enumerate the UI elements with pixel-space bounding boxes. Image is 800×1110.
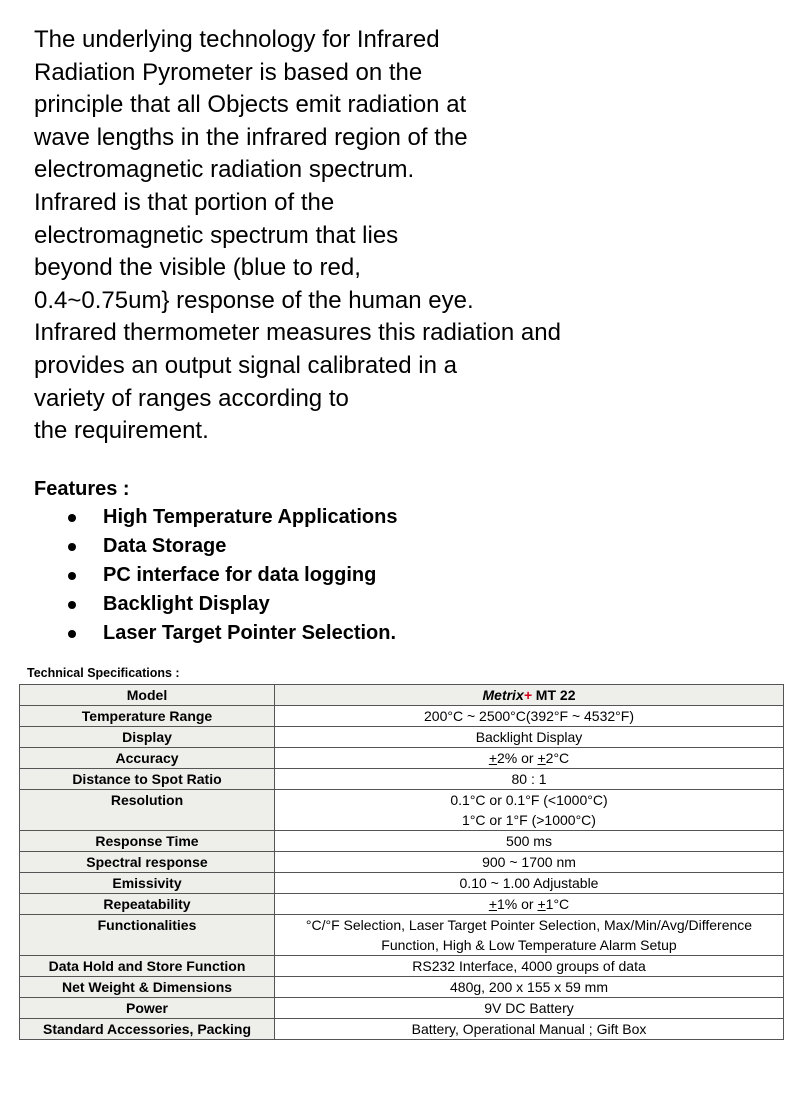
intro-paragraph bbox=[34, 24, 754, 448]
param-cell: Display bbox=[20, 727, 275, 748]
value-cell: RS232 Interface, 4000 groups of data bbox=[275, 956, 784, 977]
feature-label: High Temperature Applications bbox=[103, 506, 398, 528]
specs-heading: Technical Specifications : bbox=[27, 666, 180, 680]
value-cell: 200°C ~ 2500°C(392°F ~ 4532°F) bbox=[275, 706, 784, 727]
value-text: 1% or bbox=[497, 896, 538, 912]
param-cell: Data Hold and Store Function bbox=[20, 956, 275, 977]
intro-line: the requirement. bbox=[34, 417, 209, 445]
value-cell: Battery, Operational Manual ; Gift Box bbox=[275, 1019, 784, 1040]
brand-name: Metrix bbox=[482, 687, 524, 703]
plus-minus-sign: + bbox=[488, 896, 498, 912]
model-name: MT 22 bbox=[531, 687, 576, 703]
param-cell: Resolution bbox=[20, 790, 275, 831]
table-row bbox=[20, 852, 784, 873]
param-cell: Temperature Range bbox=[20, 706, 275, 727]
intro-line: beyond the visible (blue to red, bbox=[34, 254, 361, 282]
table-row bbox=[20, 977, 784, 998]
intro-line: The underlying technology for Infrared bbox=[34, 26, 440, 53]
value-cell: 80 : 1 bbox=[275, 769, 784, 790]
bullet-icon bbox=[68, 572, 76, 580]
feature-item bbox=[66, 532, 397, 561]
param-cell: Repeatability bbox=[20, 894, 275, 915]
bullet-icon bbox=[68, 601, 76, 609]
table-row bbox=[20, 790, 784, 831]
table-row bbox=[20, 727, 784, 748]
brand-plus: + bbox=[523, 687, 532, 703]
table-row bbox=[20, 915, 784, 956]
param-cell: Model bbox=[20, 685, 275, 706]
value-line: Function, High & Low Temperature Alarm Setup bbox=[381, 937, 677, 953]
value-text: 1°C bbox=[545, 896, 570, 912]
value-text: 2% or bbox=[497, 750, 538, 766]
intro-line: electromagnetic radiation spectrum. bbox=[34, 156, 415, 184]
feature-label: Backlight Display bbox=[103, 593, 270, 615]
feature-item bbox=[66, 619, 397, 648]
feature-label: Laser Target Pointer Selection. bbox=[103, 622, 397, 644]
value-line: 0.1°C or 0.1°F (<1000°C) bbox=[450, 792, 608, 808]
bullet-icon bbox=[68, 630, 76, 638]
intro-line: variety of ranges according to bbox=[34, 384, 349, 412]
value-text: 2°C bbox=[545, 750, 570, 766]
table-row bbox=[20, 998, 784, 1019]
table-row bbox=[20, 748, 784, 769]
features-list bbox=[66, 503, 397, 648]
bullet-icon bbox=[68, 543, 76, 551]
table-row bbox=[20, 831, 784, 852]
table-row bbox=[20, 1019, 784, 1040]
intro-line: principle that all Objects emit radiation at bbox=[34, 91, 467, 119]
feature-item bbox=[66, 503, 397, 532]
table-row bbox=[20, 706, 784, 727]
intro-line: electromagnetic spectrum that lies bbox=[34, 221, 399, 249]
plus-minus-sign: + bbox=[537, 896, 546, 912]
intro-line: Infrared thermometer measures this radiation and bbox=[34, 319, 561, 347]
param-cell: Distance to Spot Ratio bbox=[20, 769, 275, 790]
value-cell bbox=[275, 790, 784, 831]
feature-item bbox=[66, 561, 397, 590]
table-row bbox=[20, 894, 784, 915]
value-cell: 0.10 ~ 1.00 Adjustable bbox=[275, 873, 784, 894]
plus-minus-sign: + bbox=[488, 750, 498, 766]
param-cell: Standard Accessories, Packing bbox=[20, 1019, 275, 1040]
value-cell: Backlight Display bbox=[275, 727, 784, 748]
value-line: °C/°F Selection, Laser Target Pointer Selection, Max/Min/Avg/Difference bbox=[305, 917, 753, 933]
feature-label: Data Storage bbox=[103, 535, 227, 557]
param-cell: Net Weight & Dimensions bbox=[20, 977, 275, 998]
param-cell: Emissivity bbox=[20, 873, 275, 894]
intro-line: Radiation Pyrometer is based on the bbox=[34, 58, 423, 86]
intro-line: wave lengths in the infrared region of the bbox=[34, 123, 468, 151]
intro-line: provides an output signal calibrated in a bbox=[34, 351, 457, 379]
value-cell bbox=[275, 685, 784, 706]
value-cell: 9V DC Battery bbox=[275, 998, 784, 1019]
features-heading: Features : bbox=[34, 478, 130, 500]
intro-line: Infrared is that portion of the bbox=[34, 188, 335, 216]
value-cell: 480g, 200 x 155 x 59 mm bbox=[275, 977, 784, 998]
value-cell bbox=[275, 894, 784, 915]
specs-table bbox=[19, 684, 784, 1040]
param-cell: Functionalities bbox=[20, 915, 275, 956]
table-row bbox=[20, 873, 784, 894]
plus-minus-sign: + bbox=[537, 750, 546, 766]
feature-label: PC interface for data logging bbox=[103, 564, 377, 586]
param-cell: Accuracy bbox=[20, 748, 275, 769]
value-cell: 500 ms bbox=[275, 831, 784, 852]
param-cell: Spectral response bbox=[20, 852, 275, 873]
value-line: 1°C or 1°F (>1000°C) bbox=[462, 812, 596, 828]
value-cell: 900 ~ 1700 nm bbox=[275, 852, 784, 873]
value-cell bbox=[275, 915, 784, 956]
table-row bbox=[20, 769, 784, 790]
table-row bbox=[20, 956, 784, 977]
feature-item bbox=[66, 590, 397, 619]
table-header-row bbox=[20, 685, 784, 706]
value-cell bbox=[275, 748, 784, 769]
param-cell: Power bbox=[20, 998, 275, 1019]
bullet-icon bbox=[68, 514, 76, 522]
intro-line: 0.4~0.75um} response of the human eye. bbox=[34, 286, 474, 314]
param-cell: Response Time bbox=[20, 831, 275, 852]
